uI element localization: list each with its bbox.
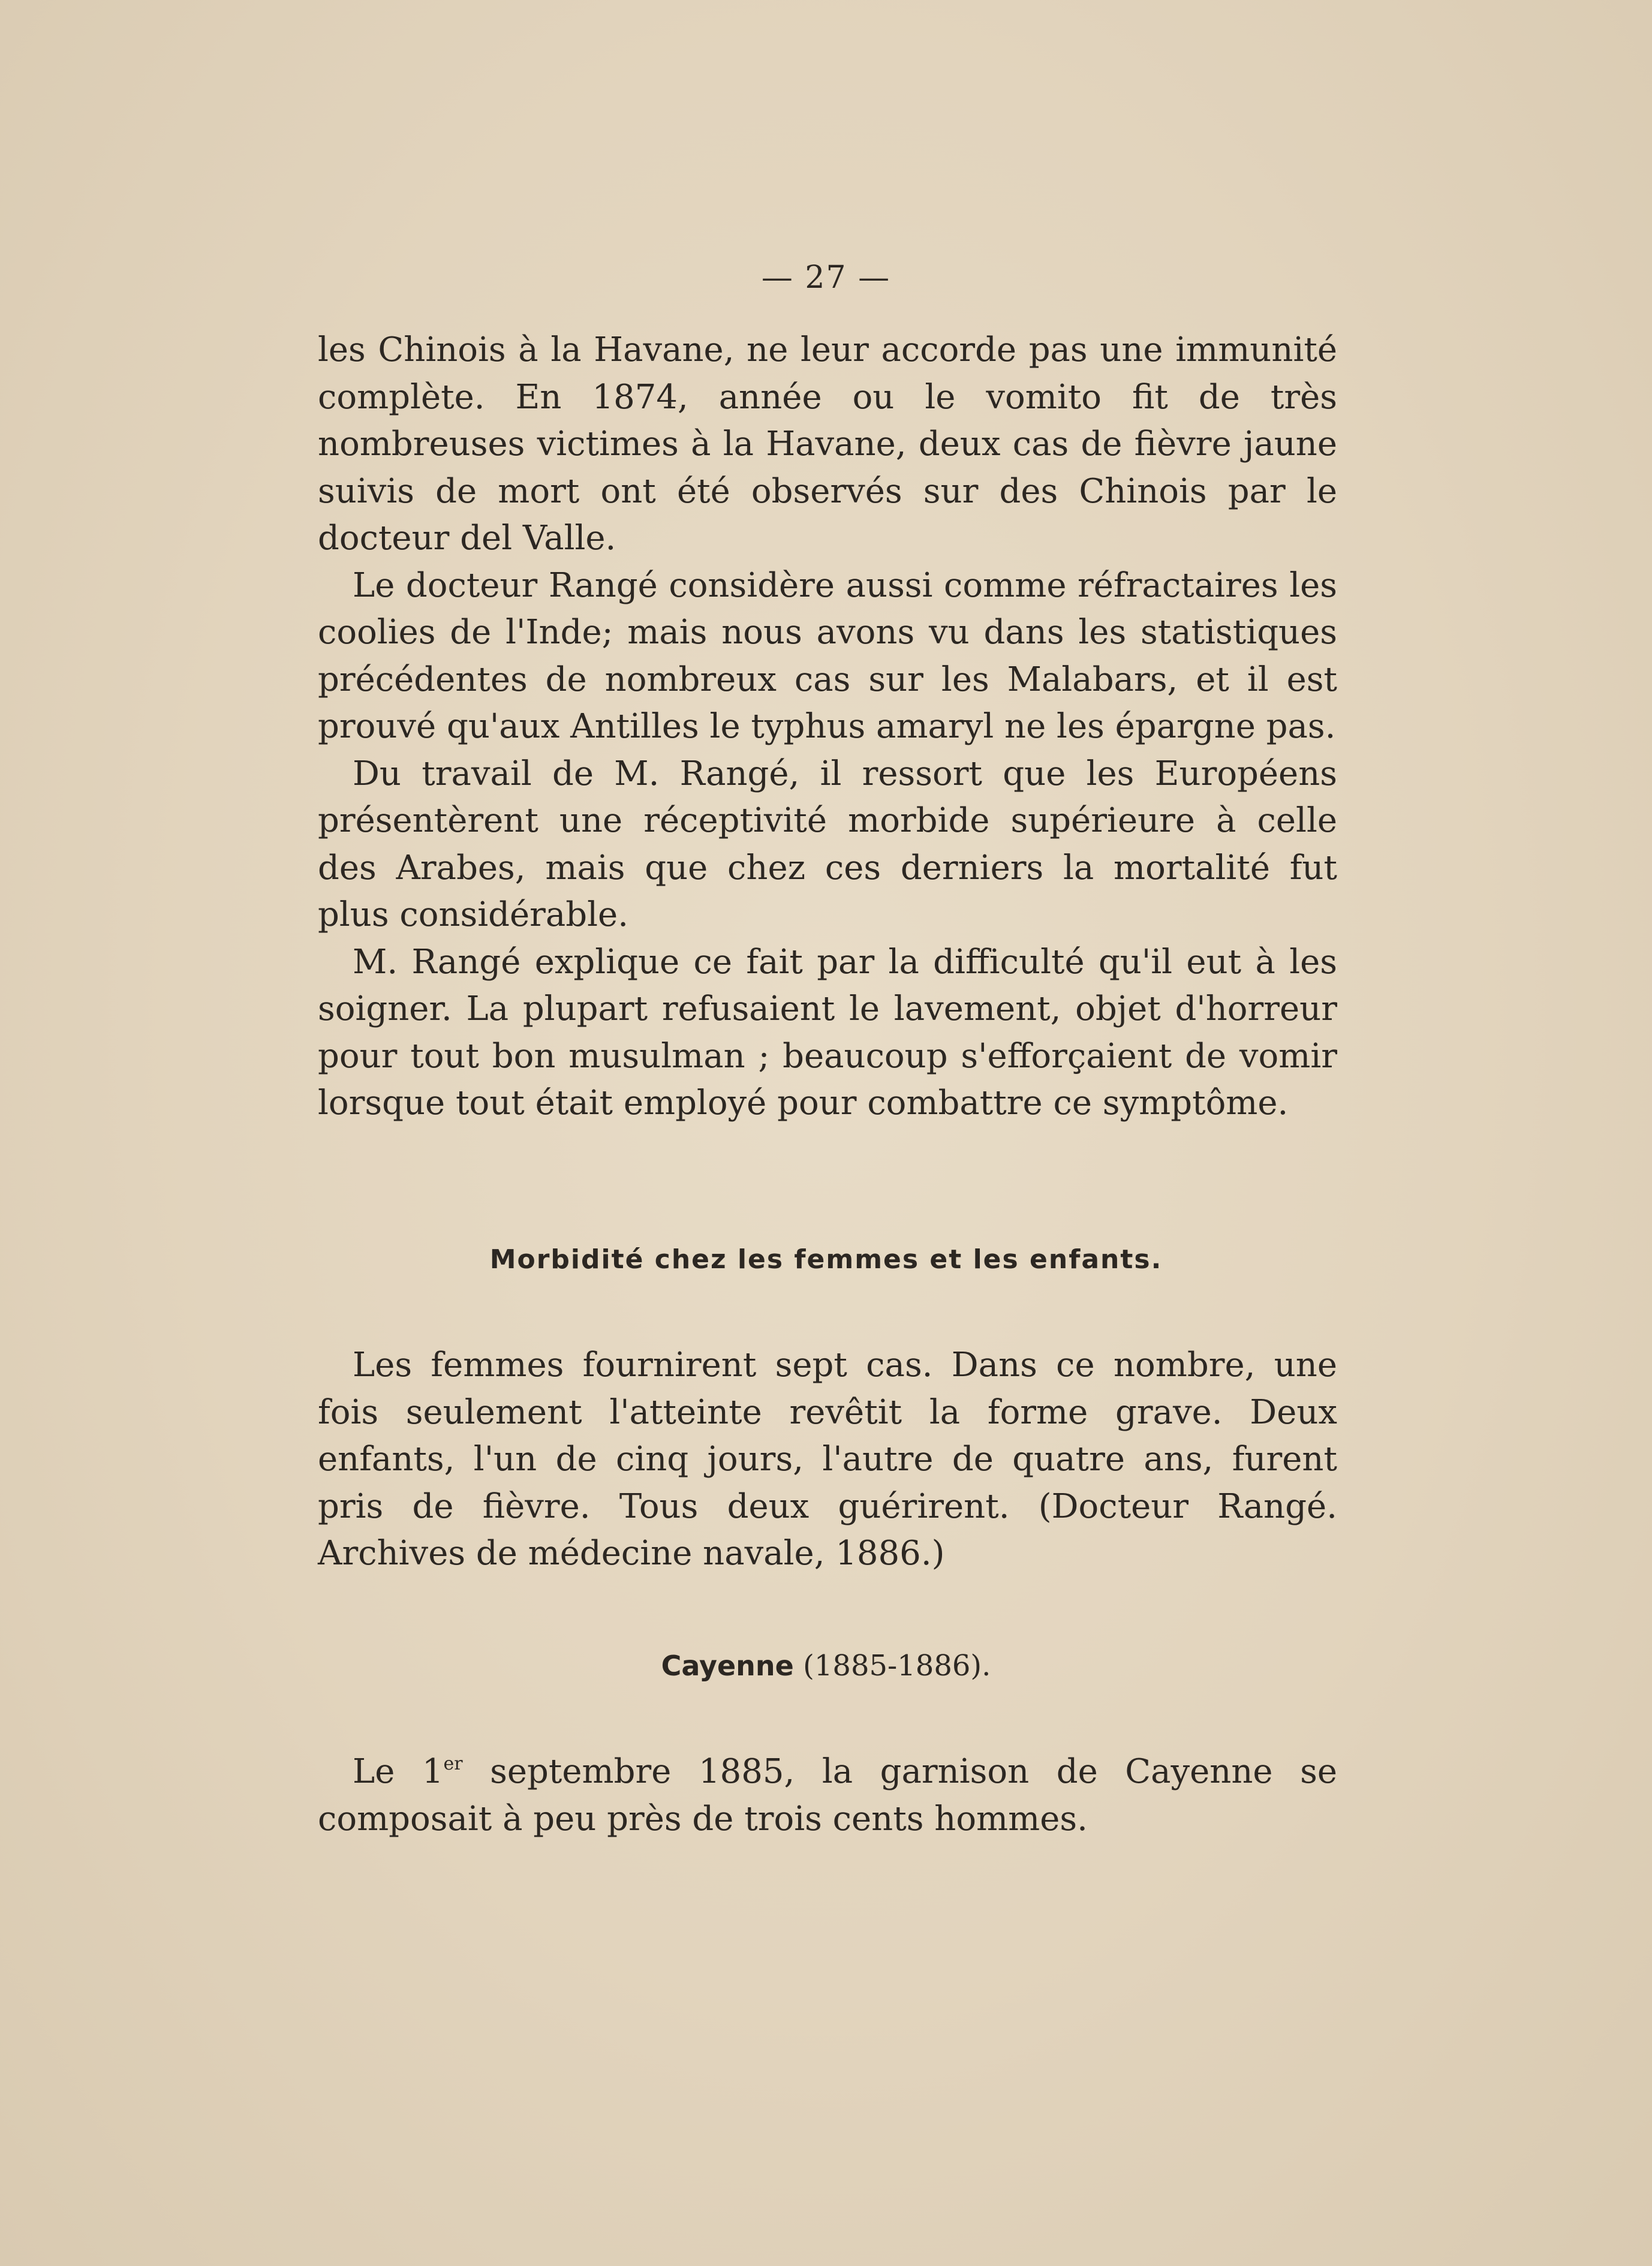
- page-number: — 27 —: [761, 260, 891, 296]
- heading-years: (1885-1886).: [803, 1649, 991, 1683]
- paragraph-receptivity: Du travail de M. Rangé, il ressort que les Européens présentèrent une réceptivité morbide supérieure à celle des Arabes, mais que chez ces derniers la mortalité fut plus considérable.: [318, 754, 1337, 934]
- paragraph-coolies: Le docteur Rangé considère aussi comme réfractaires les coolies de l'Inde; mais nous avons vu dans les statistiques précédentes de nombreux cas sur les Malabars, et il est prouvé qu'aux Antilles le typhus amaryl ne les épargne pas.: [318, 565, 1337, 746]
- heading-place: Cayenne: [661, 1650, 794, 1682]
- body-text-section-1: [318, 327, 1337, 1127]
- paragraph-continuation: les Chinois à la Havane, ne leur accorde pas une immunité complète. En 1874, année ou le vomito fit de très nombreuses victimes à la Havane, deux cas de fièvre jaune suivis de mort ont été observés sur des Chinois par le docteur del Valle.: [318, 330, 1337, 558]
- paragraph-women-children: Les femmes fournirent sept cas. Dans ce nombre, une fois seulement l'atteinte revêtit la forme grave. Deux enfants, l'un de cinq jours, l'autre de quatre ans, furent pris de fièvre. Tous deux guérirent. (Docteur Rangé. Archives de médecine navale, 1886.): [318, 1346, 1337, 1573]
- garrison-text: septembre 1885, la garnison de Cayenne se composait à peu près de trois cents hommes.: [318, 1752, 1337, 1838]
- body-text-section-2: [318, 1342, 1337, 1578]
- garrison-prefix: Le 1: [353, 1752, 444, 1791]
- body-text-section-3: [318, 1749, 1337, 1843]
- ordinal-superscript: er: [443, 1753, 463, 1774]
- paragraph-garrison: [318, 1749, 1337, 1843]
- section-heading-morbidity: Morbidité chez les femmes et les enfants.: [489, 1244, 1163, 1275]
- section-heading-cayenne: [0, 1645, 1652, 1687]
- paragraph-treatment: M. Rangé explique ce fait par la difficulté qu'il eut à les soigner. La plupart refusaient le lavement, objet d'horreur pour tout bon musulman ; beaucoup s'efforçaient de vomir lorsque tout était employé pour combattre ce symptôme.: [318, 942, 1337, 1123]
